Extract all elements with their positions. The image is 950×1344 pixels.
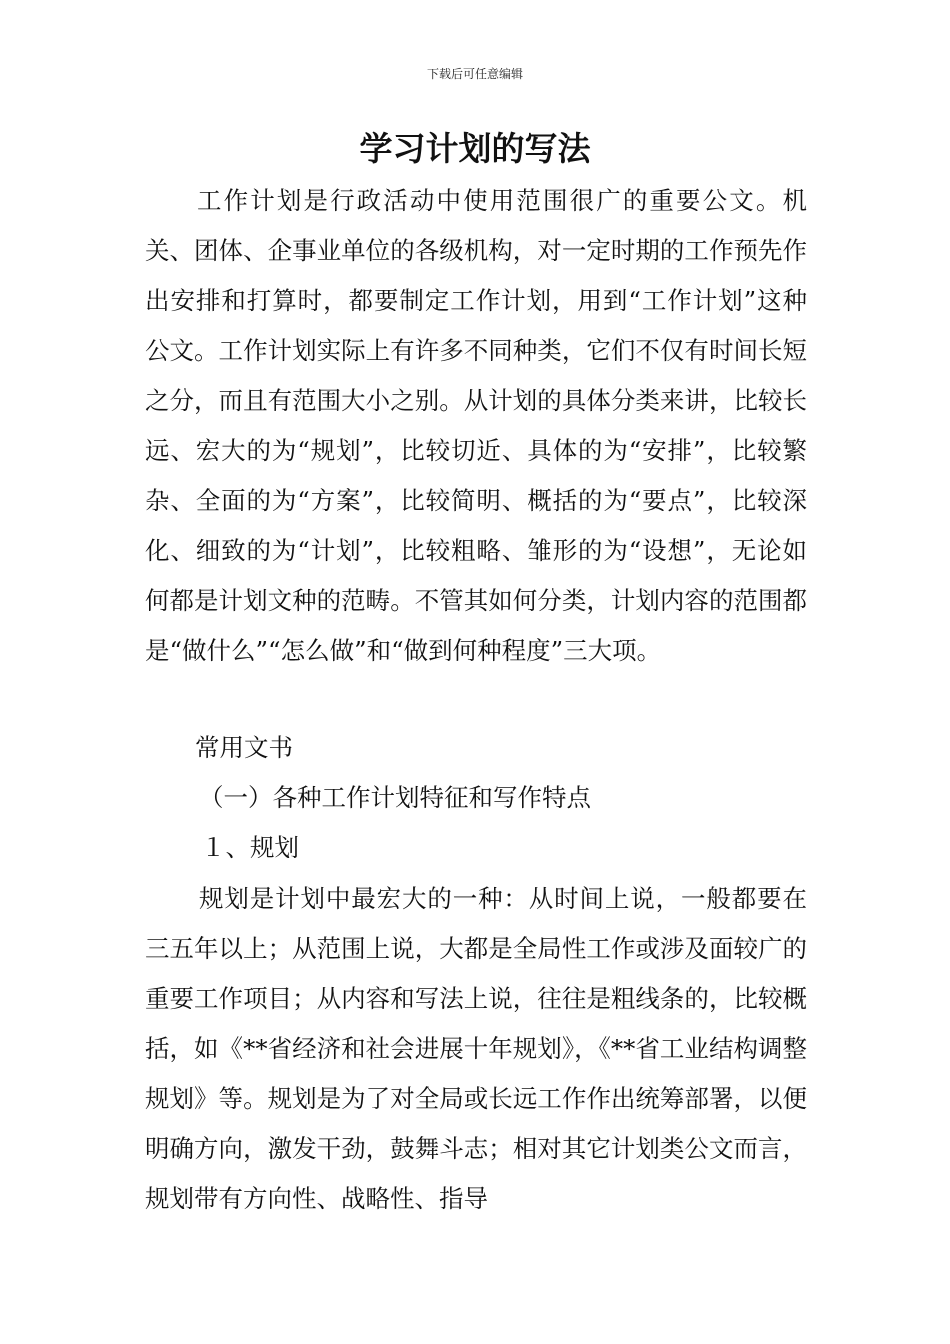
planning-paragraph: 规划是计划中最宏大的一种：从时间上说，一般都要在三五年以上；从范围上说，大都是全局性工作或涉及面较广的重要工作项目；从内容和写法上说，往往是粗线条的，比较概括，如《**省经济和社会进展十年规划》，《**省工业结构调整规划》等。规划是为了对全局或长远工作作出统筹部署，以便明确方向，激发干劲，鼓舞斗志；相对其它计划类公文而言，规划带有方向性、战略性、指导 [145, 884, 807, 1213]
subsection-heading: １、规划 [201, 833, 299, 862]
common-docs-label: 常用文书 [195, 733, 293, 762]
header-note: 下载后可任意编辑 [426, 67, 523, 81]
section-heading: （一）各种工作计划特征和写作特点 [199, 783, 591, 812]
intro-paragraph: 工作计划是行政活动中使用范围很广的重要公文。机关、团体、企事业单位的各级机构，对一定时期的工作预先作出安排和打算时，都要制定工作计划，用到“工作计划”这种公文。工作计划实际上有许多不同种类，它们不仅有时间长短之分，而且有范围大小之别。从计划的具体分类来讲，比较长远、宏大的为“规划”，比较切近、具体的为“安排”，比较繁杂、全面的为“方案”，比较简明、概括的为“要点”，比较深化、细致的为“计划”，比较粗略、雏形的为“设想”，无论如何都是计划文种的范畴。不管其如何分类，计划内容的范围都是“做什么”“怎么做”和“做到何种程度”三大项。 [145, 186, 807, 665]
document-title: 学习计划的写法 [359, 129, 591, 168]
